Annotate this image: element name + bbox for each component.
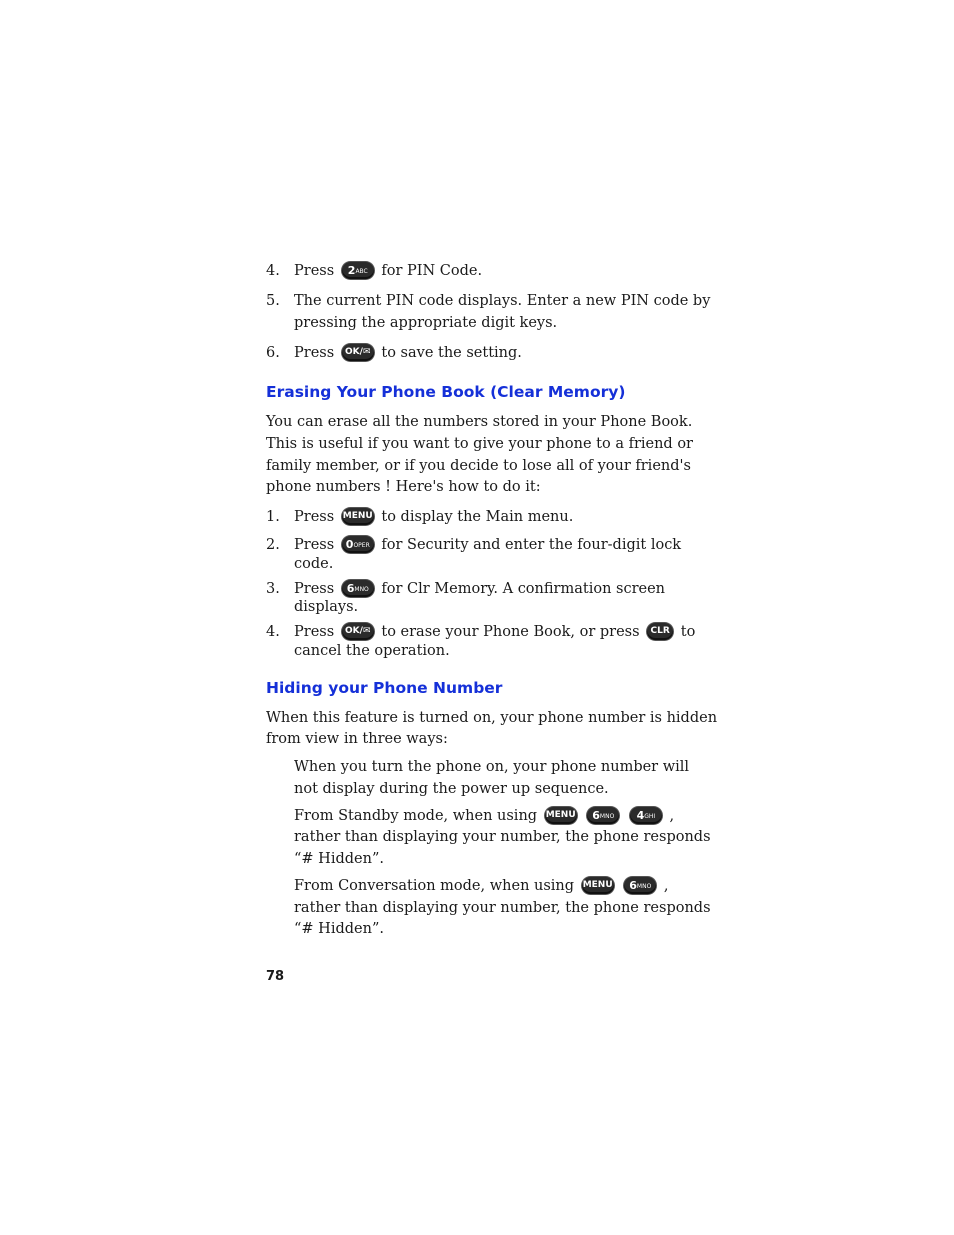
step-text: The current PIN code displays. Enter a new PIN code by	[294, 293, 711, 309]
bullet-text-cont: “# Hidden”.	[294, 921, 384, 937]
step-post2: to	[680, 624, 696, 640]
ok-key-icon: OK/✉	[342, 344, 374, 361]
bullet-text-cont: “# Hidden”.	[294, 851, 384, 867]
key-6-icon: 6MNO	[624, 877, 656, 894]
step-post: to erase your Phone Book, or press	[381, 624, 640, 640]
ok-key-icon: OK/✉	[342, 623, 374, 640]
bullet-post: ,	[663, 878, 669, 894]
key-2-icon: 2ABC	[342, 262, 374, 279]
step-post: to display the Main menu.	[381, 509, 574, 525]
step-text	[294, 506, 573, 528]
menu-key-icon: MENU	[545, 807, 577, 824]
bullet-text	[294, 805, 674, 827]
section-heading-hide: Hiding your Phone Number	[266, 679, 503, 697]
step-post: for Clr Memory. A confirmation screen	[381, 581, 666, 597]
step-number: 4.	[266, 263, 280, 279]
step-text-cont: code.	[294, 556, 334, 572]
step-pre: Press	[294, 537, 335, 553]
step-number: 2.	[266, 537, 280, 553]
bullet-pre: From Conversation mode, when using	[294, 878, 575, 894]
section-heading-erase: Erasing Your Phone Book (Clear Memory)	[266, 383, 626, 401]
key-6-icon: 6MNO	[587, 807, 619, 824]
step-text-cont: displays.	[294, 599, 359, 615]
step-number: 5.	[266, 293, 280, 309]
bullet-text: When you turn the phone on, your phone number will	[294, 759, 690, 775]
intro-line: When this feature is turned on, your phone number is hidden	[266, 710, 718, 726]
step-text	[294, 260, 482, 282]
step-post: to save the setting.	[381, 345, 522, 361]
bullet-text-cont: rather than displaying your number, the phone responds	[294, 900, 711, 916]
step-number: 6.	[266, 345, 280, 361]
key-0-icon: 0OPER	[342, 536, 374, 553]
intro-line: from view in three ways:	[266, 731, 448, 747]
step-text-cont: cancel the operation.	[294, 643, 450, 659]
step-number: 4.	[266, 624, 280, 640]
bullet-text	[294, 875, 669, 897]
step-post: for PIN Code.	[381, 263, 483, 279]
intro-line: family member, or if you decide to lose all of your friend's	[266, 458, 691, 474]
step-pre: Press	[294, 509, 335, 525]
intro-line: You can erase all the numbers stored in your Phone Book.	[266, 414, 693, 430]
bullet-pre: From Standby mode, when using	[294, 808, 538, 824]
step-post: for Security and enter the four-digit lock	[381, 537, 682, 553]
key-4-icon: 4GHI	[630, 807, 662, 824]
menu-key-icon: MENU	[342, 508, 374, 525]
step-pre: Press	[294, 624, 335, 640]
intro-line: phone numbers ! Here's how to do it:	[266, 479, 541, 495]
step-number: 3.	[266, 581, 280, 597]
step-pre: Press	[294, 263, 335, 279]
bullet-text-cont: rather than displaying your number, the phone responds	[294, 829, 711, 845]
step-text	[294, 534, 681, 556]
step-number: 1.	[266, 509, 280, 525]
page-number: 78	[266, 969, 285, 984]
bullet-post: ,	[669, 808, 675, 824]
step-text	[294, 342, 522, 364]
bullet-text-cont: not display during the power up sequence.	[294, 781, 609, 797]
step-pre: Press	[294, 581, 335, 597]
menu-key-icon: MENU	[582, 877, 614, 894]
clr-key-icon: CLR	[647, 623, 673, 640]
step-pre: Press	[294, 345, 335, 361]
intro-line: This is useful if you want to give your phone to a friend or	[266, 436, 693, 452]
key-6-icon: 6MNO	[342, 580, 374, 597]
step-text-cont: pressing the appropriate digit keys.	[294, 315, 558, 331]
